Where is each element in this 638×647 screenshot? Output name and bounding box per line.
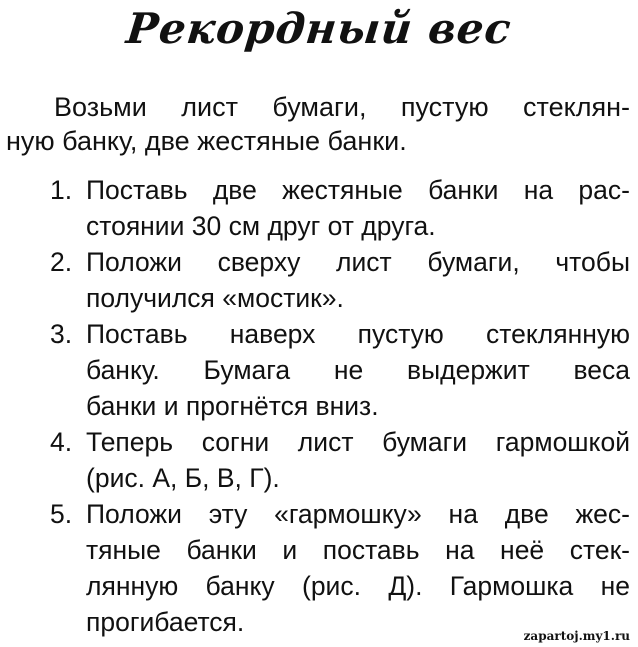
step-line: Поставь наверх пустую стеклянную xyxy=(86,319,630,349)
step-line: Положи эту «гармошку» на две жес- xyxy=(86,499,630,529)
step-number: 2. xyxy=(50,247,73,277)
intro-line: ную банку, две жестяные банки. xyxy=(6,126,407,156)
step-item-4 xyxy=(50,424,630,496)
step-line: тяные банки и поставь на неё стек- xyxy=(86,535,630,565)
step-number: 3. xyxy=(50,319,73,349)
step-item-3 xyxy=(50,316,630,424)
steps-list xyxy=(50,172,630,640)
step-number: 4. xyxy=(50,427,73,457)
step-line: получился «мостик». xyxy=(86,283,344,313)
step-line: Положи сверху лист бумаги, чтобы xyxy=(86,247,630,277)
step-line: (рис. А, Б, В, Г). xyxy=(86,463,280,493)
step-item-5 xyxy=(50,496,630,640)
step-line: прогибается. xyxy=(86,607,245,637)
step-item-2 xyxy=(50,244,630,316)
step-item-1 xyxy=(50,172,630,244)
intro-paragraph xyxy=(6,90,630,158)
site-watermark: zapartoj.my1.ru xyxy=(523,629,630,643)
step-number: 1. xyxy=(50,175,73,205)
intro-line: Возьми лист бумаги, пустую стеклян- xyxy=(54,92,630,122)
step-line: банки и прогнётся вниз. xyxy=(86,391,379,421)
step-line: лянную банку (рис. Д). Гармошка не xyxy=(86,571,630,601)
step-number: 5. xyxy=(50,499,73,529)
page-title: Рекордный вес xyxy=(124,4,514,53)
step-line: банку. Бумага не выдержит веса xyxy=(86,355,630,385)
step-line: Теперь согни лист бумаги гармошкой xyxy=(86,427,630,457)
step-line: стоянии 30 см друг от друга. xyxy=(86,211,436,241)
step-line: Поставь две жестяные банки на рас- xyxy=(86,175,630,205)
